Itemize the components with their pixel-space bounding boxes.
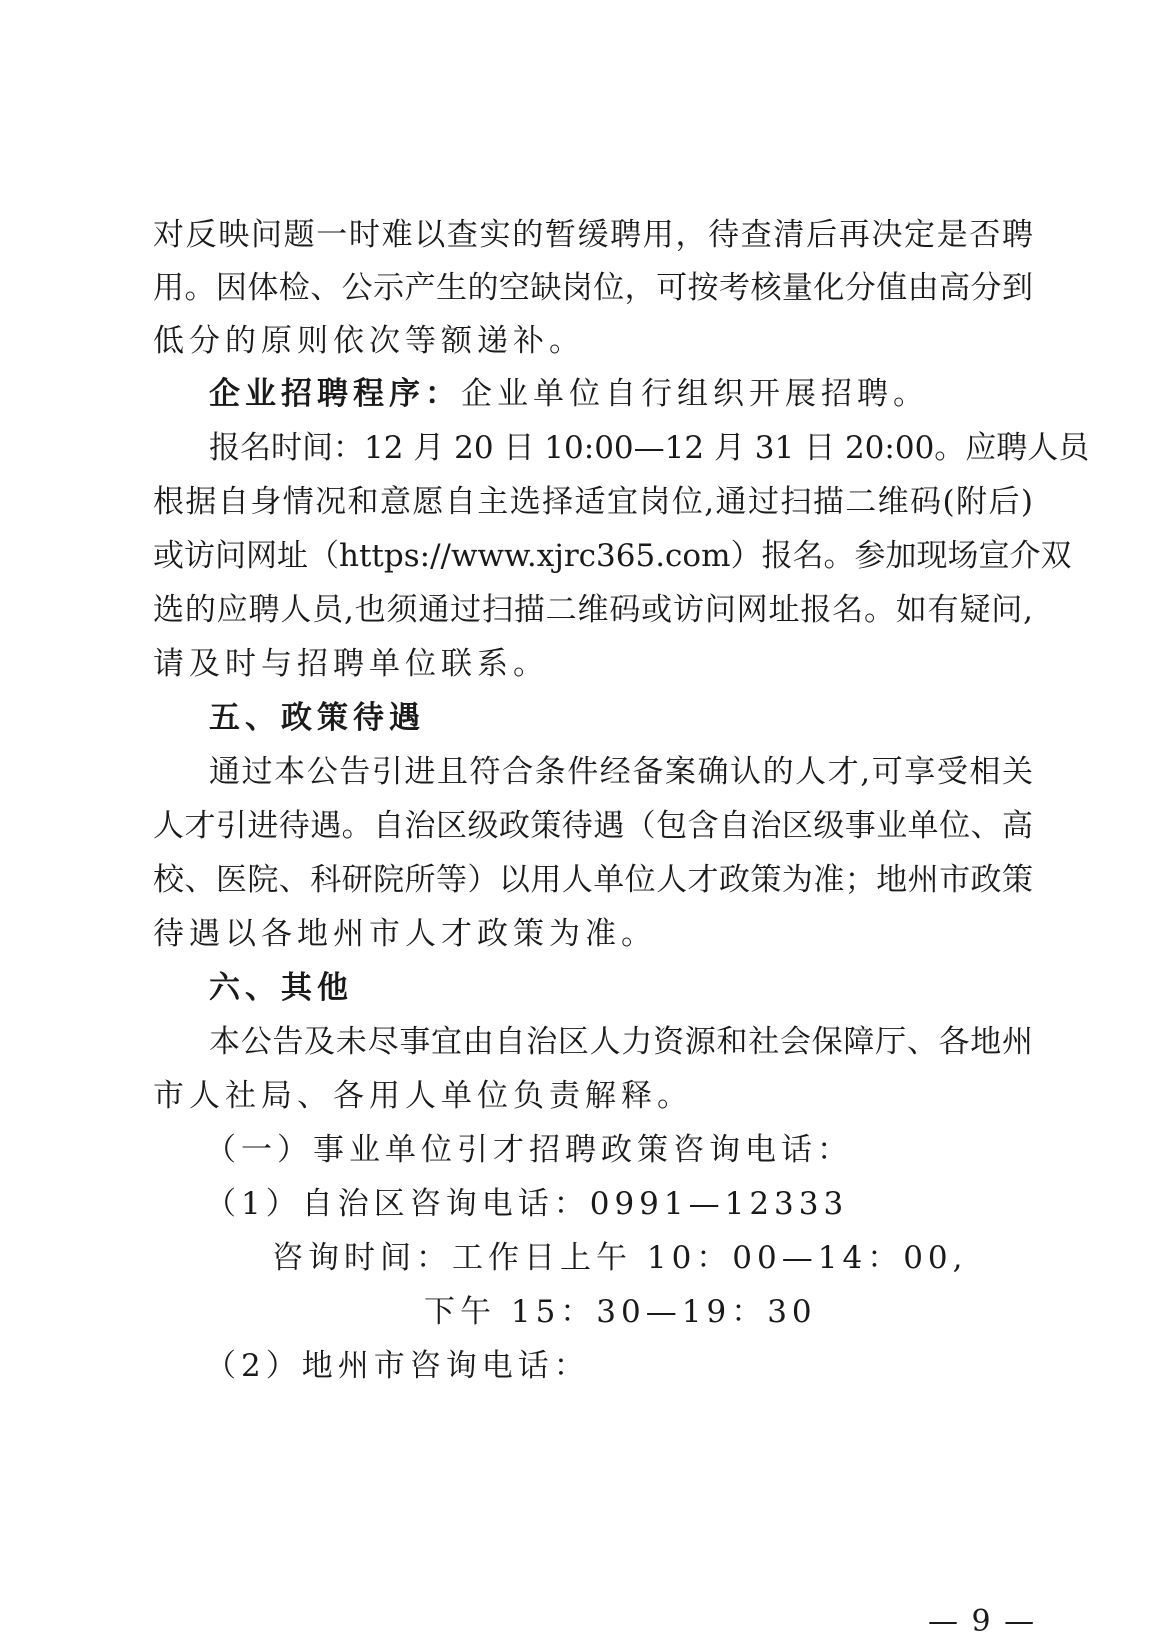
consult-time-morning: 咨询时间：工作日上午 10：00—14：00, [272,1240,968,1276]
body-text-line: 对反映问题一时难以查实的暂缓聘用，待查清后再决定是否聘 [153,217,1033,253]
consult-title: （一）事业单位引才招聘政策咨询电话： [205,1132,853,1168]
body-text-line: 人才引进待遇。自治区级政策待遇（包含自治区级事业单位、高 [153,808,1033,844]
enterprise-label: 企业招聘程序： [209,376,461,412]
section-heading: 六、其他 [209,970,353,1006]
enterprise-text: 企业单位自行组织开展招聘。 [461,376,929,412]
body-text-line: 请及时与招聘单位联系。 [153,646,549,682]
enterprise-paragraph [209,374,1089,414]
page-number: — 9 — [928,1604,1037,1639]
consult-time-afternoon: 下午 15：30—19：30 [424,1294,817,1330]
section-heading: 五、政策待遇 [209,700,425,736]
body-text-line: 校、医院、科研院所等）以用人单位人才政策为准；地州市政策 [153,862,1033,898]
body-text-line: 低分的原则依次等额递补。 [153,323,585,359]
consult-item-region: （1）自治区咨询电话：0991—12333 [205,1186,849,1222]
body-text-line: 市人社局、各用人单位负责解释。 [153,1078,693,1114]
body-text-line: 或访问网址（https://www.xjrc365.com）报名。参加现场宣介双 [153,538,1072,574]
body-text-line: 用。因体检、公示产生的空缺岗位，可按考核量化分值由高分到 [153,270,1033,306]
body-text-line: 本公告及未尽事宜由自治区人力资源和社会保障厅、各地州 [209,1024,1033,1060]
body-text-line: 待遇以各地州市人才政策为准。 [153,916,657,952]
body-text-line: 选的应聘人员,也须通过扫描二维码或访问网址报名。如有疑问, [153,592,1033,628]
body-text-line: 报名时间：12 月 20 日 10:00—12 月 31 日 20:00。应聘人员 [209,430,1090,466]
body-text-line: 根据自身情况和意愿自主选择适宜岗位,通过扫描二维码(附后) [153,484,1033,520]
consult-item-prefecture: （2）地州市咨询电话： [205,1348,590,1384]
body-text-line: 通过本公告引进且符合条件经备案确认的人才,可享受相关 [209,754,1033,790]
